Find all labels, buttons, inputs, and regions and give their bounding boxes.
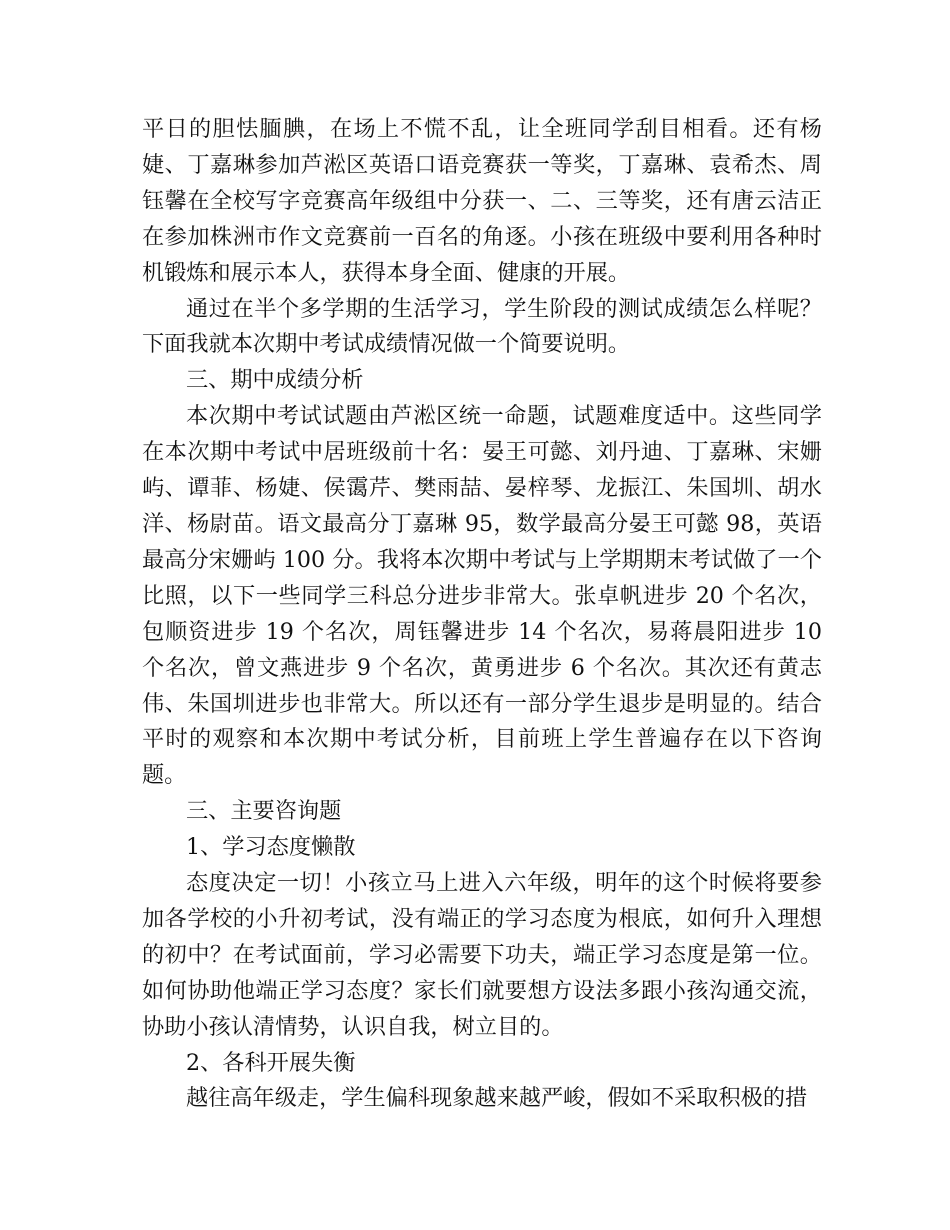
- document-body: [142, 112, 822, 1117]
- subheading-imbalance: 2、各科开展失衡: [186, 1049, 356, 1076]
- section-heading-main-problems: 三、主要咨询题: [186, 798, 342, 825]
- paragraph-imbalance: 越往高年级走，学生偏科现象越来越严峻，假如不采取积极的措: [186, 1085, 808, 1112]
- section-heading-score-analysis: 三、期中成绩分析: [186, 367, 364, 394]
- paragraph-attitude: 态度决定一切！小孩立马上进入六年级，明年的这个时候将要参加各学校的小升初考试，没有端正的学习态度为根底，如何升入理想的初中？在考试面前，学习必需要下功夫，端正学习态度是第一位。如何协助他端正学习态度？家长们就要想方设法多跟小孩沟通交流，协助小孩认清情势，认识自我，树立目的。: [142, 870, 822, 1040]
- paragraph-intro-scores: 通过在半个多学期的生活学习，学生阶段的测试成绩怎么样呢？下面我就本次期中考试成绩情况做一个简要说明。: [142, 295, 822, 358]
- subheading-attitude: 1、学习态度懒散: [186, 834, 356, 861]
- paragraph-score-analysis: 本次期中考试试题由芦淞区统一命题，试题难度适中。这些同学在本次期中考试中居班级前十名：晏王可懿、刘丹迪、丁嘉琳、宋姗屿、谭菲、杨婕、侯霭芹、樊雨喆、晏梓琴、龙振江、朱国圳、胡水洋、杨尉苗。语文最高分丁嘉琳 95，数学最高分晏王可懿 98，英语最高分宋姗屿 100 分。我将本次期中考试与上学期期末考试做了一个比照，以下一些同学三科总分进步非常大。张卓帆进步 20 个名次，包顺资进步 19 个名次，周钰馨进步 14 个名次，易蒋晨阳进步 10 个名次，曾文燕进步 9 个名次，黄勇进步 6 个名次。其次还有黄志伟、朱国圳进步也非常大。所以还有一部分学生退步是明显的。结合平时的观察和本次期中考试分析，目前班上学生普遍存在以下咨询题。: [142, 403, 822, 789]
- paragraph-achievements: 平日的胆怯腼腆，在场上不慌不乱，让全班同学刮目相看。还有杨婕、丁嘉琳参加芦淞区英语口语竞赛获一等奖，丁嘉琳、袁希杰、周钰馨在全校写字竞赛高年级组中分获一、二、三等奖，还有唐云洁正在参加株洲市作文竞赛前一百名的角逐。小孩在班级中要利用各种时机锻炼和展示本人，获得本身全面、健康的开展。: [142, 116, 822, 286]
